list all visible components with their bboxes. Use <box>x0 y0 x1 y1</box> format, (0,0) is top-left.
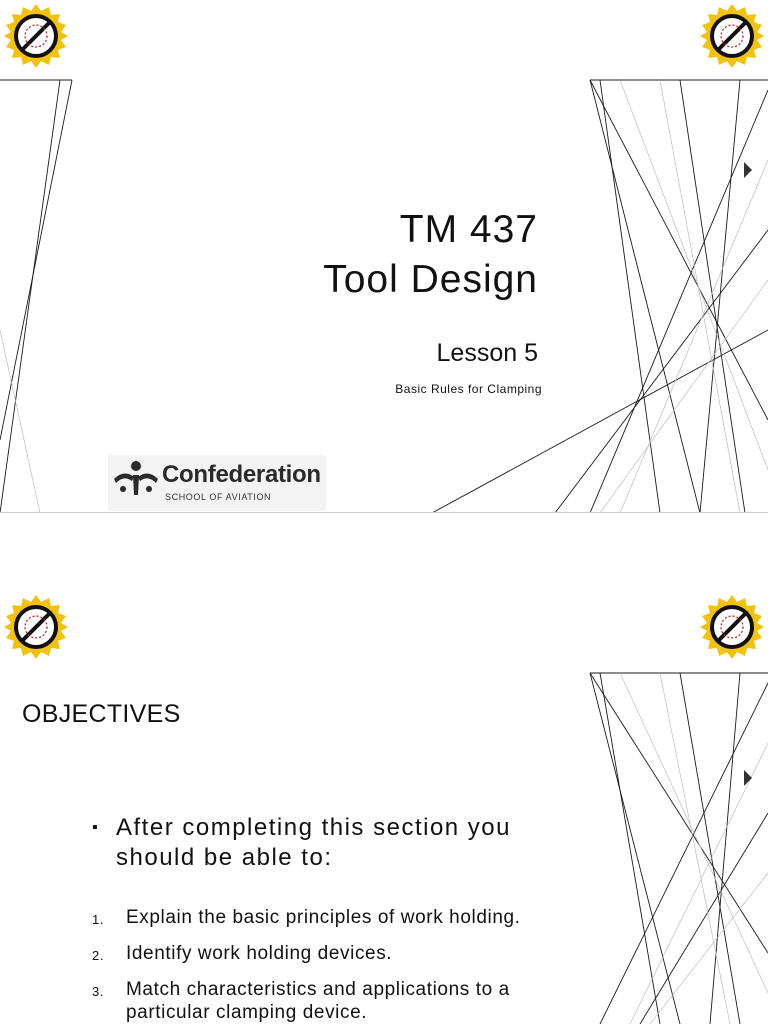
square-bullet-icon: ▪ <box>92 819 100 836</box>
pdf-xchange-badge-icon[interactable] <box>699 3 765 69</box>
bullet-point <box>92 813 592 873</box>
logo-name: Confederation <box>162 461 321 488</box>
list-item <box>92 942 592 965</box>
objectives-list <box>92 906 592 1024</box>
logo-tagline: SCHOOL OF AVIATION <box>165 492 272 502</box>
list-item-text: Explain the basic principles of work holding. <box>126 907 521 928</box>
pdf-xchange-badge-icon[interactable] <box>3 594 69 660</box>
slide-title <box>323 205 538 305</box>
objectives-slide <box>0 513 768 1024</box>
list-item-number: 2. <box>92 948 105 963</box>
list-item <box>92 978 592 1024</box>
course-code: TM 437 <box>399 208 538 251</box>
course-name: Tool Design <box>323 258 538 301</box>
list-item-text: Match characteristics and applications to a particular clamping device. <box>126 979 510 1023</box>
confederation-logo <box>108 455 326 511</box>
confederation-logo-icon <box>112 459 160 499</box>
list-item <box>92 906 592 929</box>
list-item-number: 1. <box>92 912 105 927</box>
lesson-subtitle: Basic Rules for Clamping <box>395 382 542 396</box>
list-item-number: 3. <box>92 984 105 999</box>
lesson-label: Lesson 5 <box>436 339 538 367</box>
list-item-text: Identify work holding devices. <box>126 943 393 964</box>
objectives-heading: OBJECTIVES <box>22 700 181 728</box>
pdf-xchange-badge-icon[interactable] <box>3 3 69 69</box>
pdf-xchange-badge-icon[interactable] <box>699 594 765 660</box>
bullet-text: After completing this section you should be able to: <box>116 814 512 871</box>
